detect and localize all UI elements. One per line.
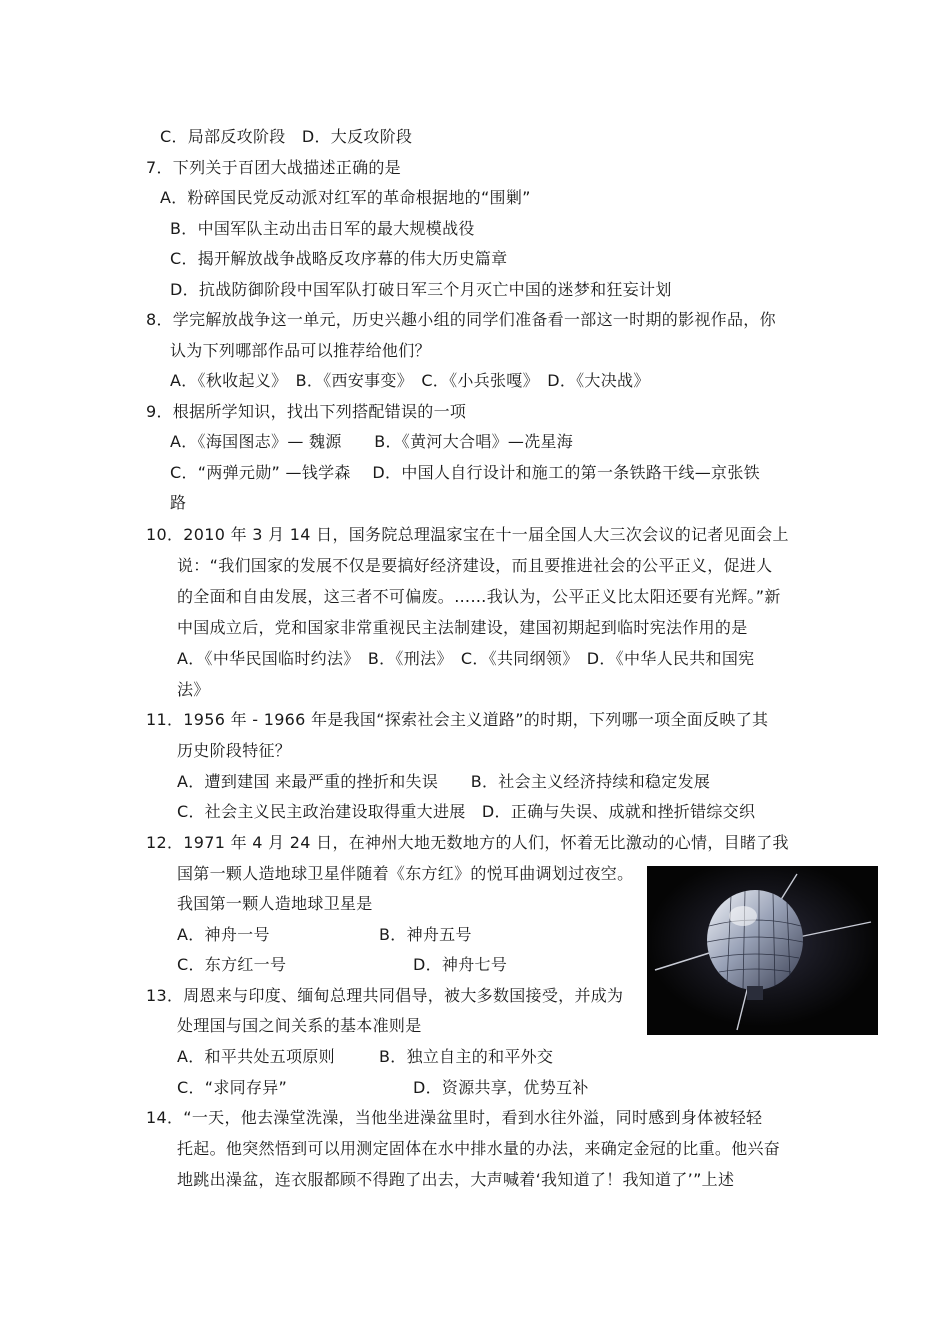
q8-stem-line2: 认为下列哪部作品可以推荐给他们？ xyxy=(170,341,431,360)
q13-option-c: C．“求同存异” xyxy=(177,1078,288,1097)
q13-stem-line2: 处理国与国之间关系的基本准则是 xyxy=(177,1016,422,1035)
q14-stem-line3: 地跳出澡盆，连衣服都顾不得跑了出去，大声喊着‘我知道了！我知道了’”上述 xyxy=(177,1170,735,1189)
q12-option-d: D．神舟七号 xyxy=(413,955,508,974)
q12-option-b: B．神舟五号 xyxy=(379,925,472,944)
q8-options: A．《秋收起义》 B．《西安事变》 C．《小兵张嘎》 D．《大决战》 xyxy=(170,371,650,390)
q7-option-b: B．中国军队主动出击日军的最大规模战役 xyxy=(170,219,475,238)
q11-stem-line1: 11．1956 年 - 1966 年是我国“探索社会主义道路”的时期，下列哪一项全面反映了其 xyxy=(146,710,769,729)
q14-stem-line2: 托起。他突然悟到可以用测定固体在水中排水量的办法，来确定金冠的比重。他兴奋 xyxy=(177,1139,781,1158)
q8-stem-line1: 8．学完解放战争这一单元，历史兴趣小组的同学们准备看一部这一时期的影视作品，你 xyxy=(146,310,776,329)
q7-option-d: D．抗战防御阶段中国军队打破日军三个月灭亡中国的迷梦和狂妄计划 xyxy=(170,280,672,299)
q12-stem-line3: 我国第一颗人造地球卫星是 xyxy=(177,894,373,913)
q10-stem-line4: 中国成立后，党和国家非常重视民主法制建设，建国初期起到临时宪法作用的是 xyxy=(177,618,748,637)
q9-options-cd-cont: 路 xyxy=(170,493,187,512)
q10-options: A．《中华民国临时约法》 B．《刑法》 C．《共同纲领》 D．《中华人民共和国宪 xyxy=(177,649,755,668)
q10-stem-line3: 的全面和自由发展，这三者不可偏废。……我认为，公平正义比太阳还要有光辉。”新 xyxy=(177,587,781,606)
q10-stem-line1: 10．2010 年 3 月 14 日，国务院总理温家宝在十一届全国人大三次会议的记者见面会上 xyxy=(146,525,789,544)
q11-options-ab: A．遭到建国 来最严重的挫折和失误 B．社会主义经济持续和稳定发展 xyxy=(177,772,711,791)
satellite-photo xyxy=(647,866,878,1035)
q7-stem: 7．下列关于百团大战描述正确的是 xyxy=(146,158,401,177)
q6-options-cd: C．局部反攻阶段 D．大反攻阶段 xyxy=(160,127,413,146)
q13-option-d: D．资源共享，优势互补 xyxy=(413,1078,589,1097)
q12-option-a: A．神舟一号 xyxy=(177,925,270,944)
q10-options-cont: 法》 xyxy=(177,680,210,699)
q11-stem-line2: 历史阶段特征？ xyxy=(177,741,292,760)
q13-stem-line1: 13．周恩来与印度、缅甸总理共同倡导，被大多数国接受，并成为 xyxy=(146,986,624,1005)
q10-stem-line2: 说：“我们国家的发展不仅是要搞好经济建设，而且要推进社会的公平正义，促进人 xyxy=(177,556,773,575)
q14-stem-line1: 14．“一天，他去澡堂洗澡，当他坐进澡盆里时，看到水往外溢，同时感到身体被轻轻 xyxy=(146,1108,763,1127)
q9-stem: 9．根据所学知识，找出下列搭配错误的一项 xyxy=(146,402,467,421)
q12-stem-line2: 国第一颗人造地球卫星伴随着《东方红》的悦耳曲调划过夜空。 xyxy=(177,864,634,883)
q7-option-a: A．粉碎国民党反动派对红军的革命根据地的“围剿” xyxy=(160,188,531,207)
q9-options-cd: C．“两弹元勋” —钱学森 D．中国人自行设计和施工的第一条铁路干线—京张铁 xyxy=(170,463,760,482)
q7-option-c: C．揭开解放战争战略反攻序幕的伟大历史篇章 xyxy=(170,249,508,268)
q12-stem-line1: 12．1971 年 4 月 24 日，在神州大地无数地方的人们，怀着无比激动的心情，目睹了我 xyxy=(146,833,789,852)
q11-options-cd: C．社会主义民主政治建设取得重大进展 D．正确与失误、成就和挫折错综交织 xyxy=(177,802,756,821)
q13-option-a: A．和平共处五项原则 xyxy=(177,1047,335,1066)
q9-options-ab: A．《海国图志》— 魏源 B．《黄河大合唱》—冼星海 xyxy=(170,432,574,451)
q13-option-b: B．独立自主的和平外交 xyxy=(379,1047,554,1066)
q12-option-c: C．东方红一号 xyxy=(177,955,287,974)
